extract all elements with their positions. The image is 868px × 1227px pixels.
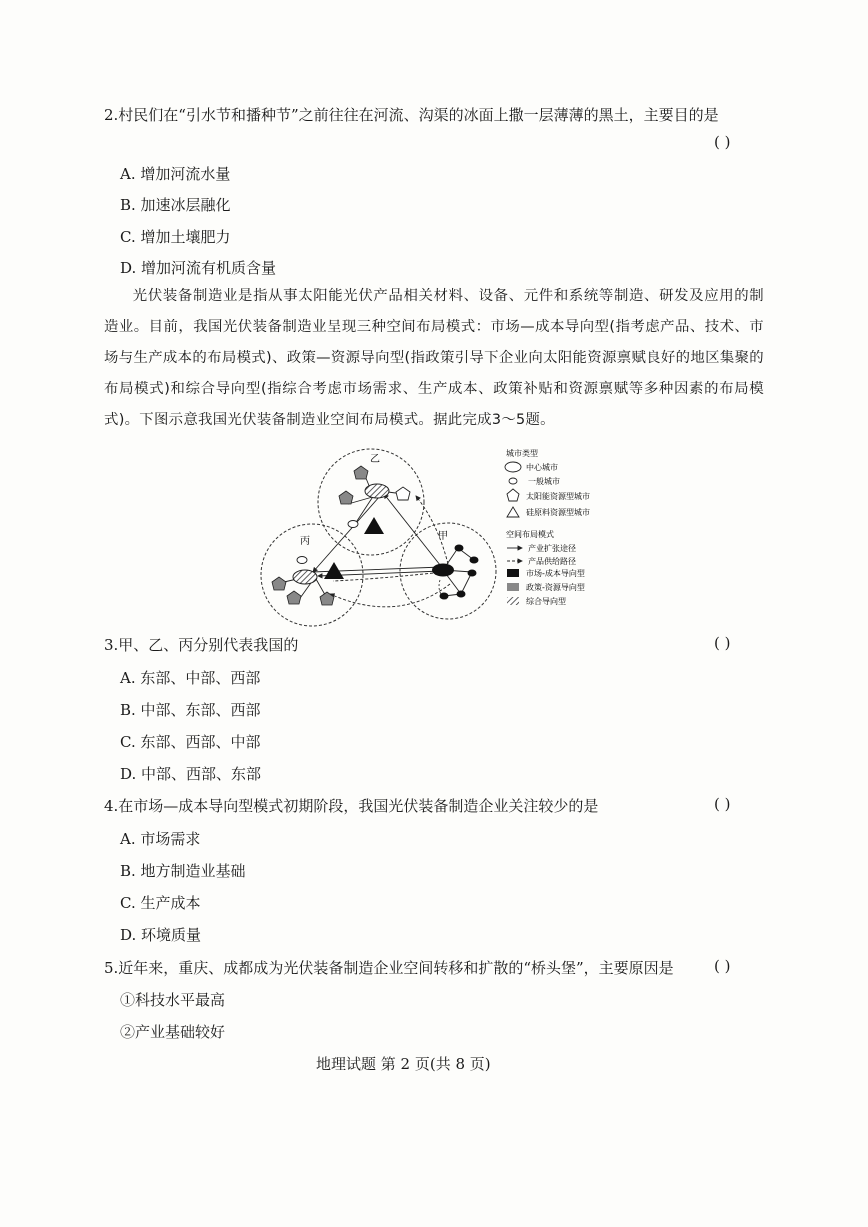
central-city-yi <box>365 484 389 498</box>
legend-market-cost: 市场-成本导向型 <box>526 569 585 578</box>
q5-answer-paren: ( ) <box>714 957 731 975</box>
legend-solar-city: 太阳能资源型城市 <box>526 492 590 501</box>
legend-central-city: 中心城市 <box>526 463 558 472</box>
legend-expansion-path: 产业扩张途径 <box>528 544 576 553</box>
layout-diagram <box>258 444 778 630</box>
legend-supply-path: 产品供给路径 <box>528 557 576 566</box>
q4-answer-paren: ( ) <box>714 795 731 813</box>
q3-stem: 3.甲、乙、丙分别代表我国的 <box>104 636 299 654</box>
q5-option-2: ②产业基础较好 <box>120 1023 226 1041</box>
q3-option-d: D. 中部、西部、东部 <box>120 765 262 783</box>
q4-option-a: A. 市场需求 <box>120 830 201 848</box>
q4-stem: 4.在市场—成本导向型模式初期阶段，我国光伏装备制造企业关注较少的是 <box>104 797 599 815</box>
region-label-yi: 乙 <box>370 454 380 465</box>
q4-option-d: D. 环境质量 <box>120 926 202 944</box>
legend-title-city-type: 城市类型 <box>506 449 538 458</box>
q4-option-c: C. 生产成本 <box>120 894 201 912</box>
q2-option-a: A. 增加河流水量 <box>120 165 231 183</box>
q2-option-c: C. 增加土壤肥力 <box>120 228 231 246</box>
legend-comprehensive: 综合导向型 <box>526 597 566 606</box>
region-label-bing: 丙 <box>300 536 310 547</box>
legend-general-city: 一般城市 <box>528 477 560 486</box>
q4-option-b: B. 地方制造业基础 <box>120 862 246 880</box>
page-footer: 地理试题 第 2 页(共 8 页) <box>316 1055 491 1073</box>
q2-answer-paren: ( ) <box>714 133 731 151</box>
q5-stem: 5.近年来，重庆、成都成为光伏装备制造企业空间转移和扩散的“桥头堡”，主要原因是 <box>104 959 674 977</box>
q3-option-b: B. 中部、东部、西部 <box>120 701 261 719</box>
region-label-jia: 甲 <box>438 531 448 542</box>
legend-title-layout: 空间布局模式 <box>506 530 554 539</box>
q3-answer-paren: ( ) <box>714 634 731 652</box>
q2-option-d: D. 增加河流有机质含量 <box>120 259 277 277</box>
passage: 光伏装备制造业是指从事太阳能光伏产品相关材料、设备、元件和系统等制造、研发及应用的制造业。目前，我国光伏装备制造业呈现三种空间布局模式：市场—成本导向型(指考虑产品、技术、市场与生产成本的布局模式)、政策—资源导向型(指政策引导下企业向太阳能资源禀赋良好的地区集聚的布局模式)和综合导向型(指综合考虑市场需求、生产成本、政策补贴和资源禀赋等多种因素的布局模式)。下图示意我国光伏装备制造业空间布局模式。据此完成3～5题。 <box>104 288 764 428</box>
legend-silicon-city: 硅原料资源型城市 <box>526 508 590 517</box>
q3-option-a: A. 东部、中部、西部 <box>120 669 261 687</box>
central-city-jia <box>432 564 454 577</box>
q2-option-b: B. 加速冰层融化 <box>120 196 231 214</box>
q3-option-c: C. 东部、西部、中部 <box>120 733 261 751</box>
legend-policy-resource: 政策-资源导向型 <box>526 583 585 592</box>
central-city-bing <box>293 570 317 584</box>
q2-stem: 2.村民们在“引水节和播种节”之前往往在河流、沟渠的冰面上撒一层薄薄的黑土，主要目的是 <box>104 106 719 124</box>
diagram-legend <box>505 448 590 606</box>
q5-option-1: ①科技水平最高 <box>120 991 226 1009</box>
